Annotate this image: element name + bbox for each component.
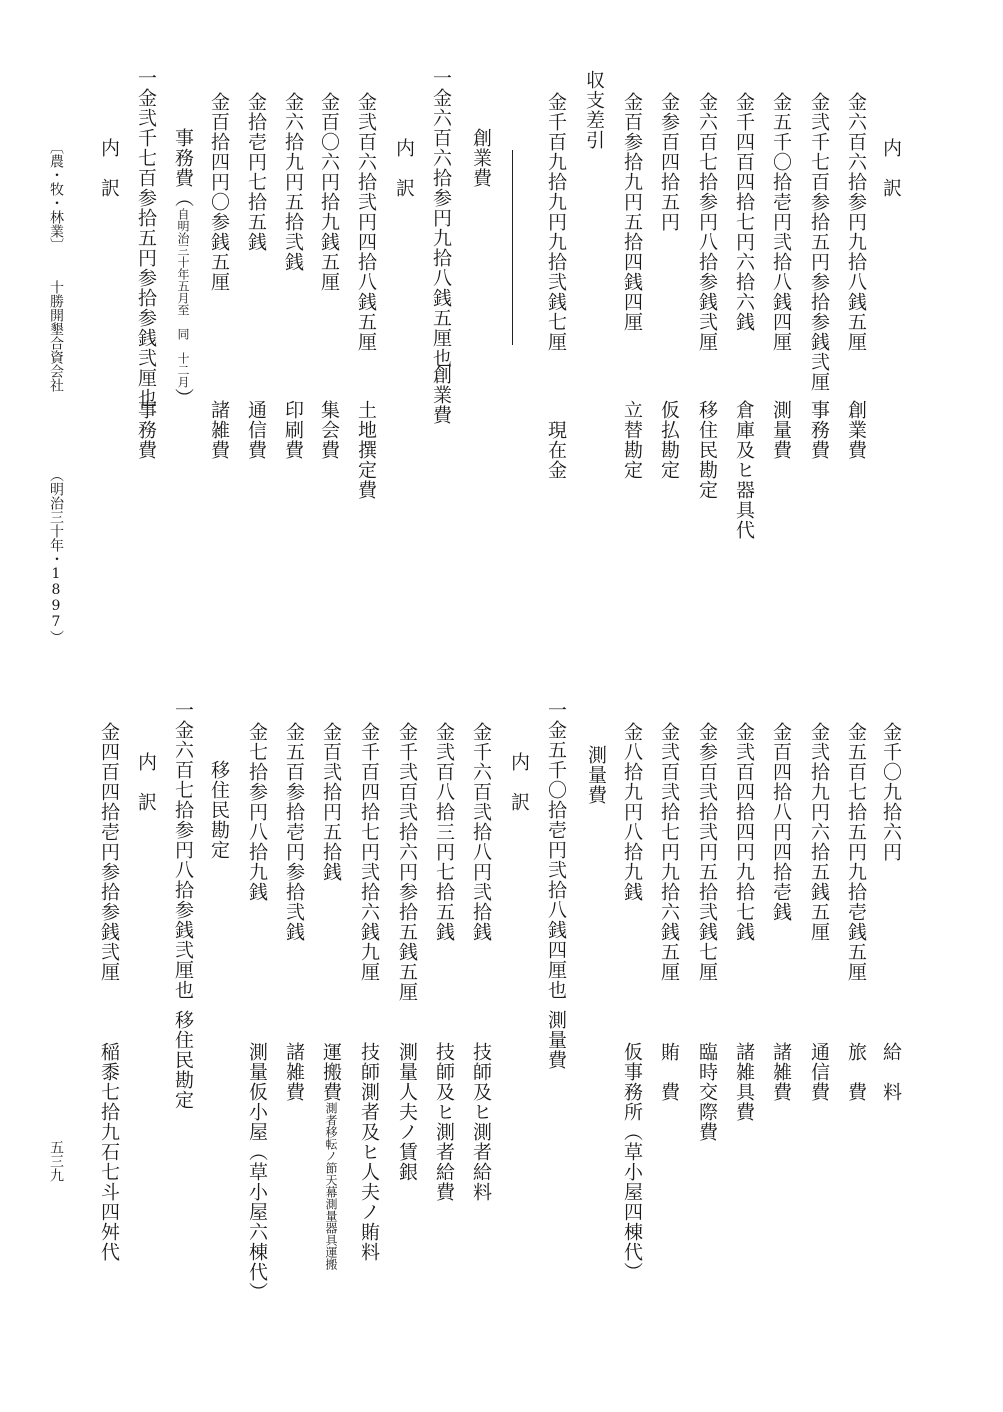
bot-amount-gishi2: 金弐百八拾三円七拾五銭	[433, 722, 455, 942]
top-amount-tatekae: 金百参拾九円五拾四銭四厘	[621, 92, 643, 332]
top-title-jimuhi-text: 事務費	[172, 128, 194, 188]
bot-label-unpan	[320, 1042, 342, 1270]
bot-total-label-ijumin: 移住民勘定	[172, 1010, 194, 1110]
top-amount-tochi: 金弐百六拾弐円四拾八銭五厘	[355, 92, 377, 352]
bot-amount-kari: 金八拾九円八拾九銭	[621, 722, 643, 902]
bot-label-rinji: 臨時交際費	[696, 1042, 718, 1142]
bot-unpan-note-b: 幕測量器具運搬	[324, 1186, 338, 1270]
bot-label-wairo: 賄 費	[658, 1042, 680, 1102]
top-label-shozatsu: 諸雑費	[208, 400, 230, 460]
bot-amount-tsushin: 金弐拾九円六拾五銭五厘	[808, 722, 830, 942]
bot-amount-unpan: 金百弐拾円五拾銭	[320, 722, 342, 882]
bot-amount-inakibi: 金四百四拾壱円参拾参銭弐厘	[98, 722, 120, 982]
top-label-karibarai: 仮払勘定	[658, 400, 680, 480]
section-divider	[512, 150, 513, 345]
top-total-jimuhi: 一金弐千七百参拾五円参拾参銭弐厘也	[135, 68, 157, 408]
top-amount-karibarai: 金参百四拾五円	[658, 92, 680, 232]
bot-uchiwake-2: 内 訳	[135, 752, 157, 812]
header-company: 十勝開墾合資会社	[48, 280, 64, 392]
top-amount-tsushin: 金拾壱円七拾五銭	[245, 92, 267, 252]
top-label-tochi: 土地撰定費	[355, 400, 377, 500]
top-uchiwake-1: 内 訳	[880, 138, 902, 198]
header-category: 〔農・牧・林業〕	[48, 140, 64, 252]
bot-amount-wairo: 金弐百弐拾七円九拾六銭五厘	[658, 722, 680, 982]
bot-label-tsushin: 通信費	[808, 1042, 830, 1102]
bot-label-gishi2: 技師及ヒ測者給費	[433, 1042, 455, 1202]
top-label-sogyohi: 創業費	[845, 400, 867, 460]
top-amount-ijumin: 金六百七拾参円八拾参銭弐厘	[696, 92, 718, 352]
top-amount-sokuryo: 金五千〇拾壱円弐拾八銭四厘	[770, 92, 792, 352]
bot-amount-kyuryo: 金千〇九拾六円	[880, 722, 902, 862]
page-number: 五三九	[48, 1140, 64, 1182]
top-amount-insatsu: 金六拾九円五拾弐銭	[282, 92, 304, 272]
top-label-jimuhi: 事務費	[808, 400, 830, 460]
bot-label-ninpu: 測量人夫ノ賃銀	[396, 1042, 418, 1182]
bot-amount-shozatsugu: 金弐百四拾四円九拾七銭	[733, 722, 755, 942]
top-title-sogyohi: 創業費	[470, 128, 492, 188]
top-amount-genzai: 金千百九拾九円九拾弐銭七厘	[545, 92, 567, 352]
top-title-jimuhi: 事務費（自明治三十年五月至 同 十二月）	[172, 128, 194, 408]
top-jimuhi-period-a: 自明治三十年五月	[176, 208, 190, 304]
top-jimuhi-period-b: 至 同 十二月	[176, 304, 190, 388]
top-amount-jimuhi: 金弐千七百参拾五円参拾参銭弐厘	[808, 92, 830, 392]
top-uchiwake-2: 内 訳	[393, 138, 415, 198]
bot-amount-shozatsu: 金百四拾八円四拾壱銭	[770, 722, 792, 922]
top-label-ijumin: 移住民勘定	[696, 400, 718, 500]
bot-label-shozatsugu: 諸雑具費	[733, 1042, 755, 1122]
bot-label-shozatsu2: 諸雑費	[283, 1042, 305, 1102]
bot-amount-gishi: 金千六百弐拾八円弐拾銭	[470, 722, 492, 942]
top-total-label-jimuhi: 事務費	[135, 400, 157, 460]
top-label-insatsu: 印刷費	[282, 400, 304, 460]
top-amount-sogyohi: 金六百六拾参円九拾八銭五厘	[845, 92, 867, 352]
top-amount-shozatsu: 金百拾四円〇参銭五厘	[208, 92, 230, 292]
bot-uchiwake: 内 訳	[508, 752, 530, 812]
bot-amount-koya: 金七拾参円八拾九銭	[246, 722, 268, 902]
bot-title-sokuryo: 測量費	[585, 745, 607, 805]
bot-unpan-note-a: 測者移転ノ節天	[324, 1102, 338, 1186]
bot-amount-makanai: 金千百四拾七円弐拾六銭九厘	[358, 722, 380, 982]
bot-amount-ryohi: 金五百七拾五円九拾壱銭五厘	[845, 722, 867, 982]
top-label-soko: 倉庫及ヒ器具代	[733, 400, 755, 540]
bot-total-label-sokuryo: 測量費	[545, 1010, 567, 1070]
bot-total-ijumin: 一金六百七拾参円八拾参銭弐厘也	[172, 700, 194, 1000]
bot-label-ryohi: 旅 費	[845, 1042, 867, 1102]
bot-label-gishi: 技師及ヒ測者給料	[470, 1042, 492, 1202]
top-label-tatekae: 立替勘定	[621, 400, 643, 480]
top-uchiwake-3: 内 訳	[98, 138, 120, 198]
bot-amount-shozatsu2: 金五百参拾壱円参拾弐銭	[283, 722, 305, 942]
bot-label-makanai: 技師測者及ヒ人夫ノ賄料	[358, 1042, 380, 1262]
top-label-tsushin: 通信費	[245, 400, 267, 460]
bot-label-kyuryo: 給 料	[880, 1042, 902, 1102]
top-total-label-sogyohi: 創業費	[430, 365, 452, 425]
top-amount-shukai: 金百〇六円拾九銭五厘	[318, 92, 340, 292]
header-era: （明治三十年・1897）	[48, 468, 64, 644]
top-label-genzai: 現在金	[545, 420, 567, 480]
top-amount-soko: 金千四百四拾七円六拾六銭	[733, 92, 755, 332]
bot-label-koya: 測量仮小屋（草小屋六棟代）	[246, 1042, 268, 1302]
bot-amount-ninpu: 金千弐百弐拾六円参拾五銭五厘	[396, 722, 418, 1002]
top-label-shukai: 集会費	[318, 400, 340, 460]
bot-label-shozatsu: 諸雑費	[770, 1042, 792, 1102]
bot-label-inakibi: 稲黍七拾九石七斗四舛代	[98, 1042, 120, 1262]
top-label-sokuryo: 測量費	[770, 400, 792, 460]
bot-label-unpan-text: 運搬費	[320, 1042, 342, 1102]
bot-total-sokuryo: 一金五千〇拾壱円弐拾八銭四厘也	[545, 700, 567, 1000]
bot-amount-rinji: 金参百弐拾弐円五拾弐銭七厘	[696, 722, 718, 982]
top-sashihiki: 収支差引	[583, 70, 605, 150]
top-total-sogyohi: 一金六百六拾参円九拾八銭五厘也	[430, 68, 452, 368]
bot-label-kari: 仮事務所（草小屋四棟代）	[621, 1042, 643, 1282]
bot-title-ijumin: 移住民勘定	[208, 760, 230, 860]
